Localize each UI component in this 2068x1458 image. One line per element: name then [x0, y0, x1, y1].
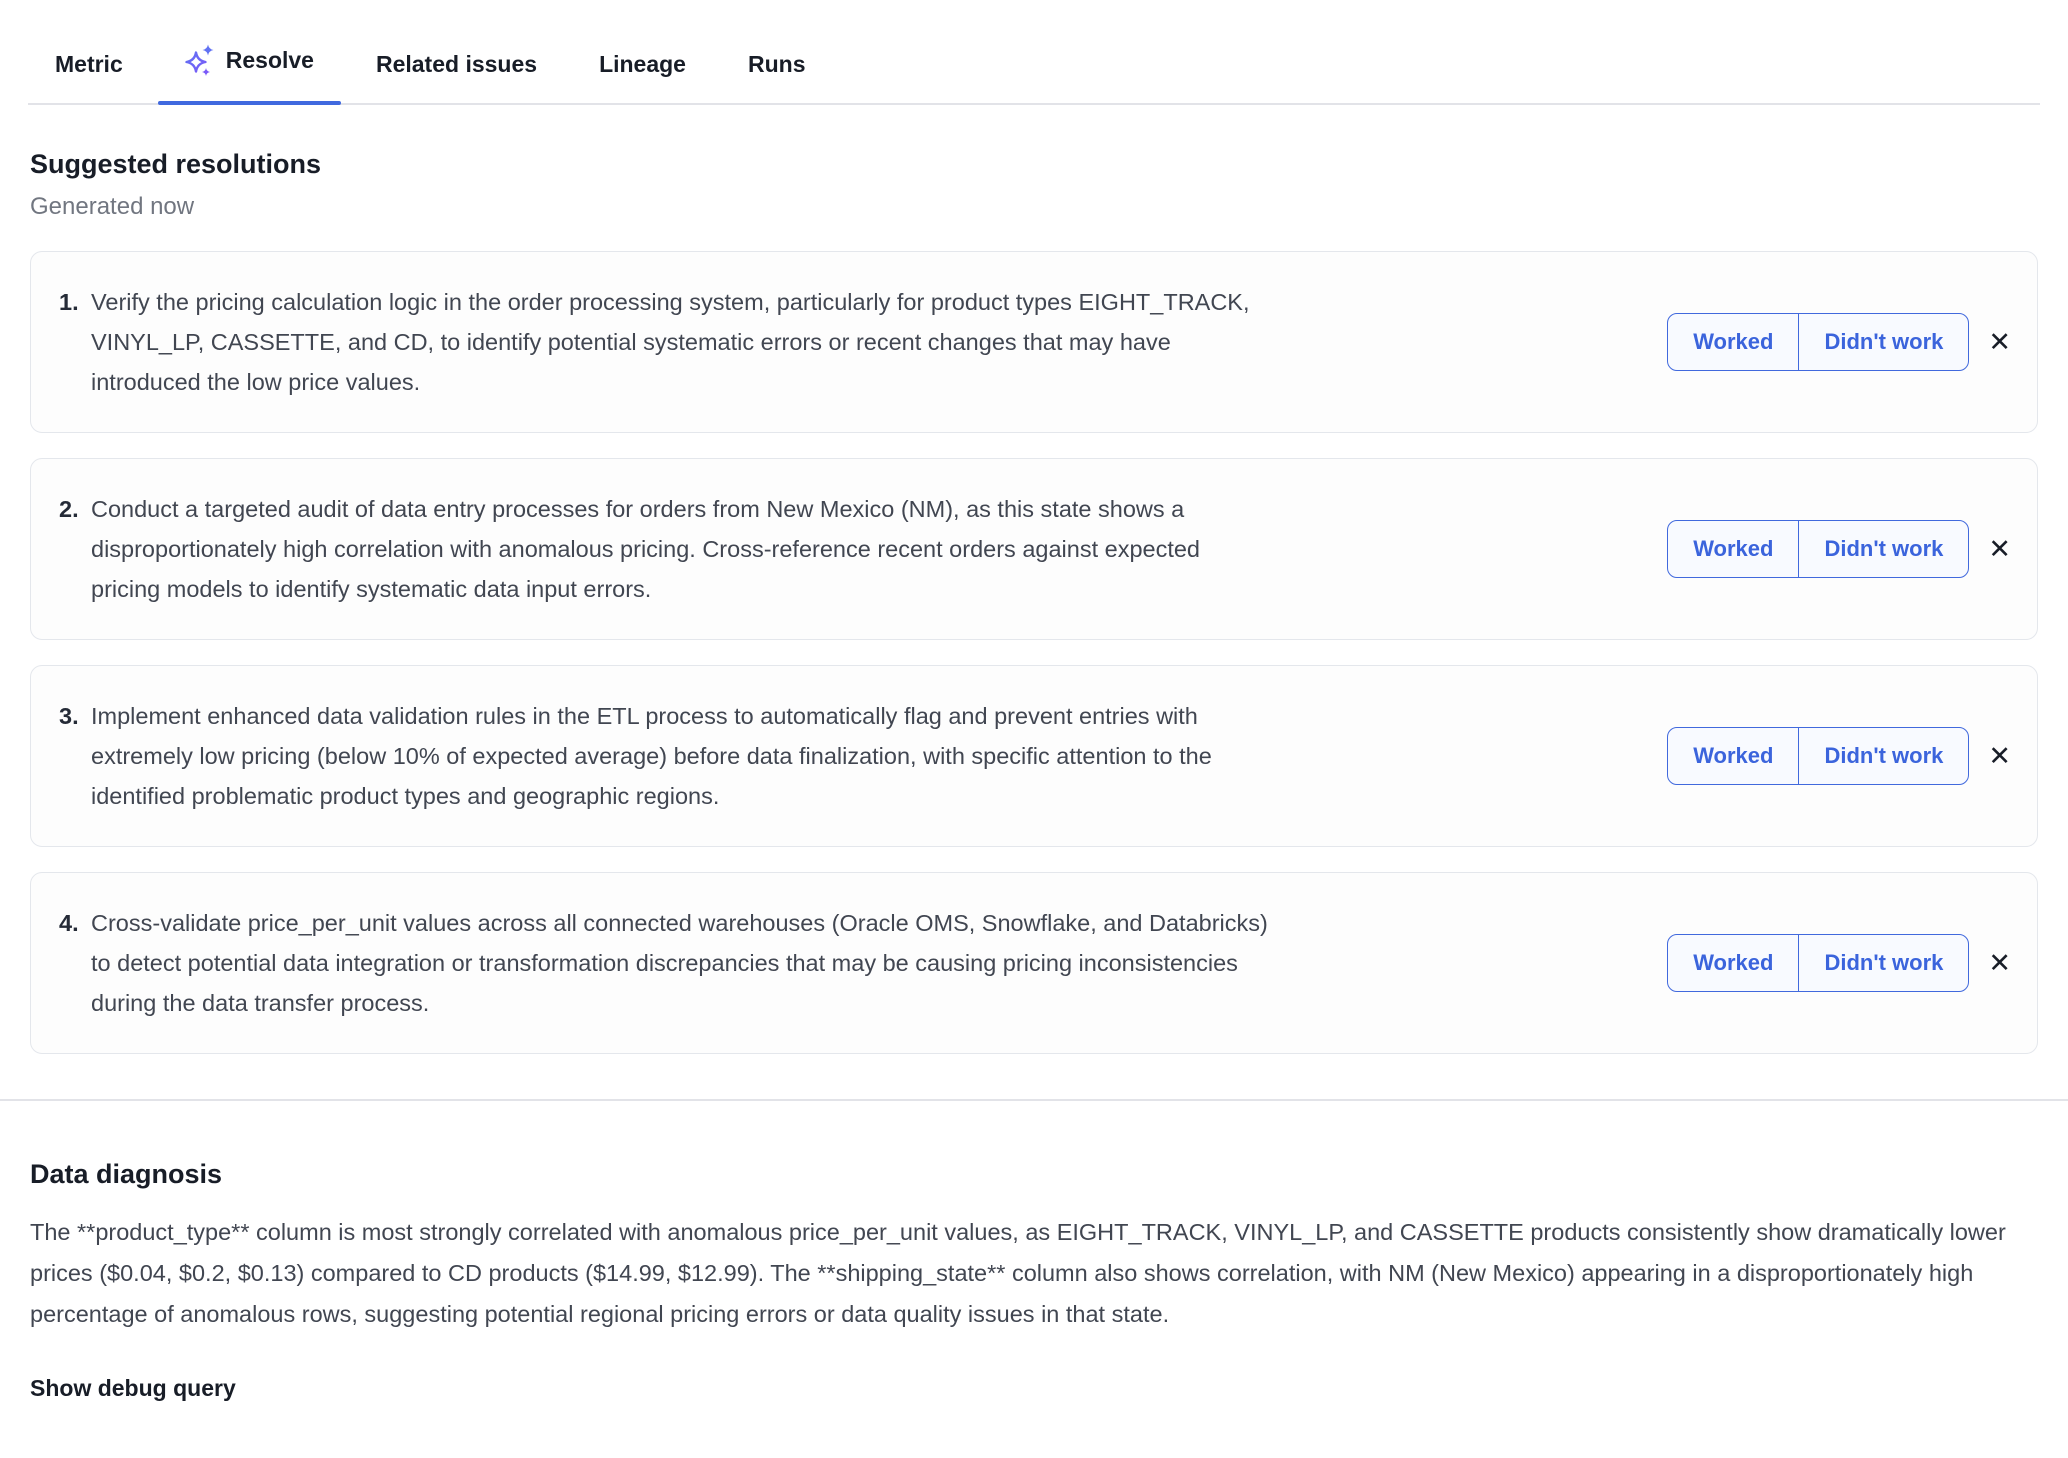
didnt-work-button[interactable]: Didn't work	[1798, 521, 1968, 577]
suggestion-card-3	[30, 665, 2038, 847]
worked-button[interactable]: Worked	[1668, 521, 1798, 577]
suggested-resolutions-title: Suggested resolutions	[30, 149, 322, 179]
suggestion-actions	[1627, 313, 2011, 371]
show-debug-query-button[interactable]: Show debug query	[30, 1375, 236, 1401]
suggestion-text	[59, 282, 1274, 402]
suggestion-actions	[1627, 727, 2011, 785]
suggestion-text	[59, 903, 1274, 1023]
suggestion-body: Verify the pricing calculation logic in the order processing system, particularly for product types EIGHT_TRACK, VINYL_LP, CASSETTE, and CD, to identify potential systematic errors or recent changes that may have introduced the low price values.	[91, 289, 1250, 395]
feedback-button-group	[1667, 727, 1969, 785]
suggestion-card-4	[30, 872, 2038, 1054]
feedback-button-group	[1667, 934, 1969, 992]
didnt-work-button[interactable]: Didn't work	[1798, 728, 1968, 784]
close-icon[interactable]: ✕	[1988, 740, 2011, 771]
suggestion-number: 2.	[59, 496, 79, 522]
suggestion-number: 1.	[59, 289, 79, 315]
close-icon[interactable]: ✕	[1988, 326, 2011, 357]
section-divider	[0, 1099, 2068, 1101]
worked-button[interactable]: Worked	[1668, 728, 1798, 784]
tab-related-issues-label: Related issues	[375, 51, 538, 77]
tab-metric-label: Metric	[55, 51, 123, 77]
tab-metric[interactable]	[28, 51, 150, 103]
suggestion-number: 3.	[59, 703, 79, 729]
feedback-button-group	[1667, 313, 1969, 371]
tab-runs-label: Runs	[747, 51, 806, 77]
suggestion-body: Conduct a targeted audit of data entry processes for orders from New Mexico (NM), as this state shows a disproportionately high correlation with anomalous pricing. Cross-reference recent orders against expected pricing models to identify systematic data input errors.	[91, 496, 1200, 602]
data-diagnosis-title: Data diagnosis	[30, 1159, 223, 1189]
feedback-button-group	[1667, 520, 1969, 578]
tab-runs[interactable]	[721, 51, 833, 103]
suggestion-list	[30, 251, 2038, 1054]
suggestion-card-1	[30, 251, 2038, 433]
sparkles-icon	[185, 42, 217, 78]
didnt-work-button[interactable]: Didn't work	[1798, 314, 1968, 370]
suggestion-number: 4.	[59, 910, 79, 936]
suggestion-body: Cross-validate price_per_unit values across all connected warehouses (Oracle OMS, Snowflake, and Databricks) to detect potential data integration or transformation discrepancies that may be causing pricing inconsistencies during the data transfer process.	[91, 910, 1268, 1016]
suggestion-text	[59, 696, 1274, 816]
suggestion-actions	[1627, 934, 2011, 992]
tab-bar	[28, 0, 2040, 105]
worked-button[interactable]: Worked	[1668, 314, 1798, 370]
generated-timestamp: Generated now	[30, 193, 195, 220]
suggestion-card-2	[30, 458, 2038, 640]
didnt-work-button[interactable]: Didn't work	[1798, 935, 1968, 991]
worked-button[interactable]: Worked	[1668, 935, 1798, 991]
data-diagnosis-body: The **product_type** column is most strongly correlated with anomalous price_per_unit values, as EIGHT_TRACK, VINYL_LP, and CASSETTE products consistently show dramatically lower prices ($0.04, $0.2, $0.13) compared to CD products ($14.99, $12.99). The **shipping_state** column also shows correlation, with NM (New Mexico) appearing in a disproportionately high percentage of anomalous rows, suggesting potential regional pricing errors or data quality issues in that state.	[30, 1219, 2006, 1327]
close-icon[interactable]: ✕	[1988, 533, 2011, 564]
close-icon[interactable]: ✕	[1988, 947, 2011, 978]
suggestion-text	[59, 489, 1274, 609]
suggestion-actions	[1627, 520, 2011, 578]
tab-resolve[interactable]	[158, 42, 341, 103]
suggestion-body: Implement enhanced data validation rules in the ETL process to automatically flag and prevent entries with extremely low pricing (below 10% of expected average) before data finalization, with specific attention to the identified problematic product types and geographic regions.	[91, 703, 1212, 809]
tab-related-issues[interactable]	[349, 51, 564, 103]
tab-resolve-label: Resolve	[225, 46, 314, 73]
tab-lineage[interactable]	[572, 51, 713, 103]
tab-lineage-label: Lineage	[599, 51, 686, 77]
